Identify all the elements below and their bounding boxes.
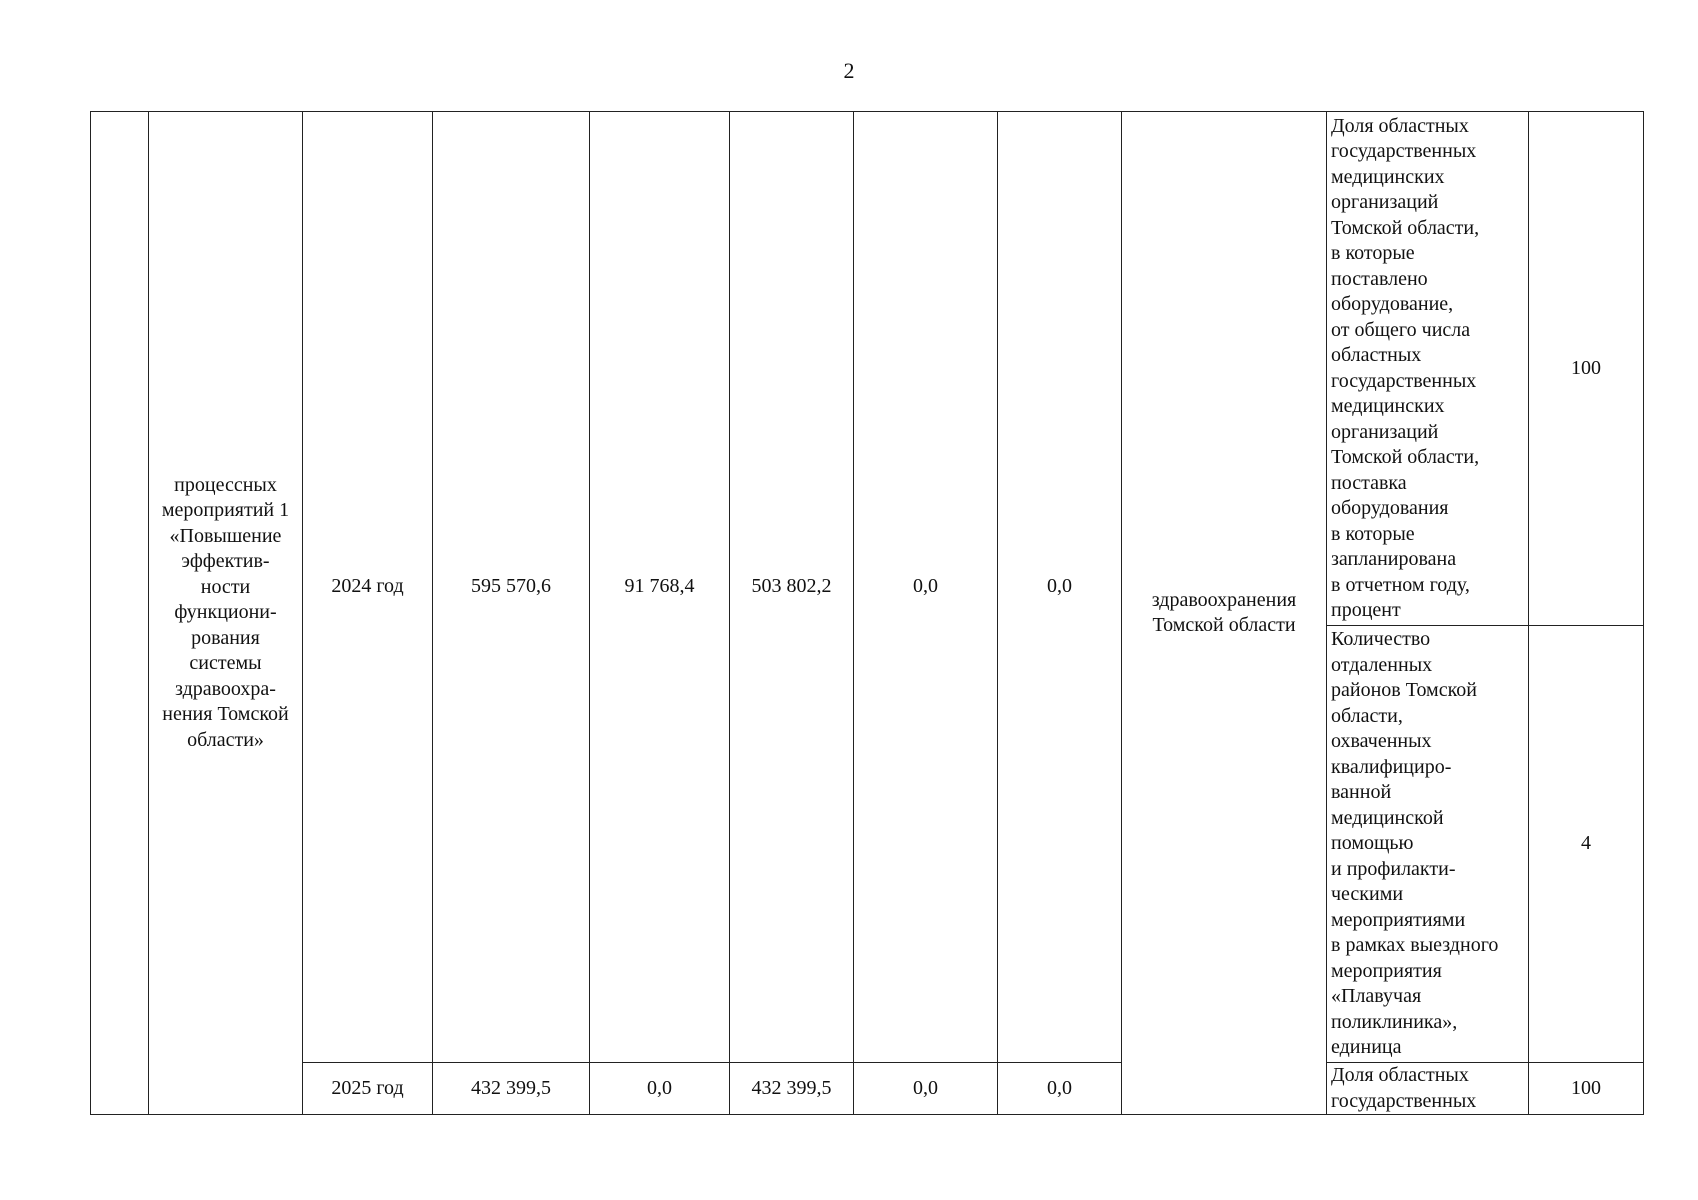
responsible-executor: здравоохранения Томской области — [1151, 588, 1297, 636]
indicator-value: 4 — [1529, 626, 1644, 1063]
indicator-name: Количество отдаленных районов Томской области, охваченных квалифициро- ванной медицинской помощью и профилакти- ческими мероприятиями в рамках выездного мероприятия «Плавучая поликлиника», единица — [1331, 628, 1499, 1059]
program-table — [90, 111, 1644, 1115]
table-row — [91, 1063, 1644, 1115]
number-cell — [91, 112, 149, 1115]
extrabudget-cell: 0,0 — [998, 112, 1122, 1063]
measure-name: процессных мероприятий 1 «Повышение эффектив- ности функциони- рования системы здравоохра- нения Томской области» — [161, 473, 290, 751]
indicator-name: Доля областных государственных медицинских организаций Томской области, в которые поставлено оборудование, от общего числа областных государственных медицинских организаций Томской области, поставка оборудования в которые запланирована в отчетном году, процент — [1331, 114, 1480, 621]
local-budget-cell: 0,0 — [854, 112, 998, 1063]
indicator-value: 100 — [1529, 1063, 1644, 1115]
total-cell: 595 570,6 — [433, 112, 590, 1063]
measure-name-cell — [149, 112, 303, 1115]
indicator-cell — [1327, 112, 1529, 626]
indicator-name: Доля областных государственных — [1331, 1064, 1477, 1112]
table-row — [91, 112, 1644, 626]
federal-budget-cell: 91 768,4 — [590, 112, 730, 1063]
year-cell: 2024 год — [303, 112, 433, 1063]
indicator-value: 100 — [1529, 112, 1644, 626]
regional-budget-cell: 432 399,5 — [730, 1063, 854, 1115]
federal-budget-cell: 0,0 — [590, 1063, 730, 1115]
indicator-cell — [1327, 1063, 1529, 1115]
indicator-cell — [1327, 626, 1529, 1063]
regional-budget-cell: 503 802,2 — [730, 112, 854, 1063]
extrabudget-cell: 0,0 — [998, 1063, 1122, 1115]
responsible-cell — [1122, 112, 1327, 1115]
local-budget-cell: 0,0 — [854, 1063, 998, 1115]
year-cell: 2025 год — [303, 1063, 433, 1115]
total-cell: 432 399,5 — [433, 1063, 590, 1115]
page-number: 2 — [843, 58, 855, 83]
